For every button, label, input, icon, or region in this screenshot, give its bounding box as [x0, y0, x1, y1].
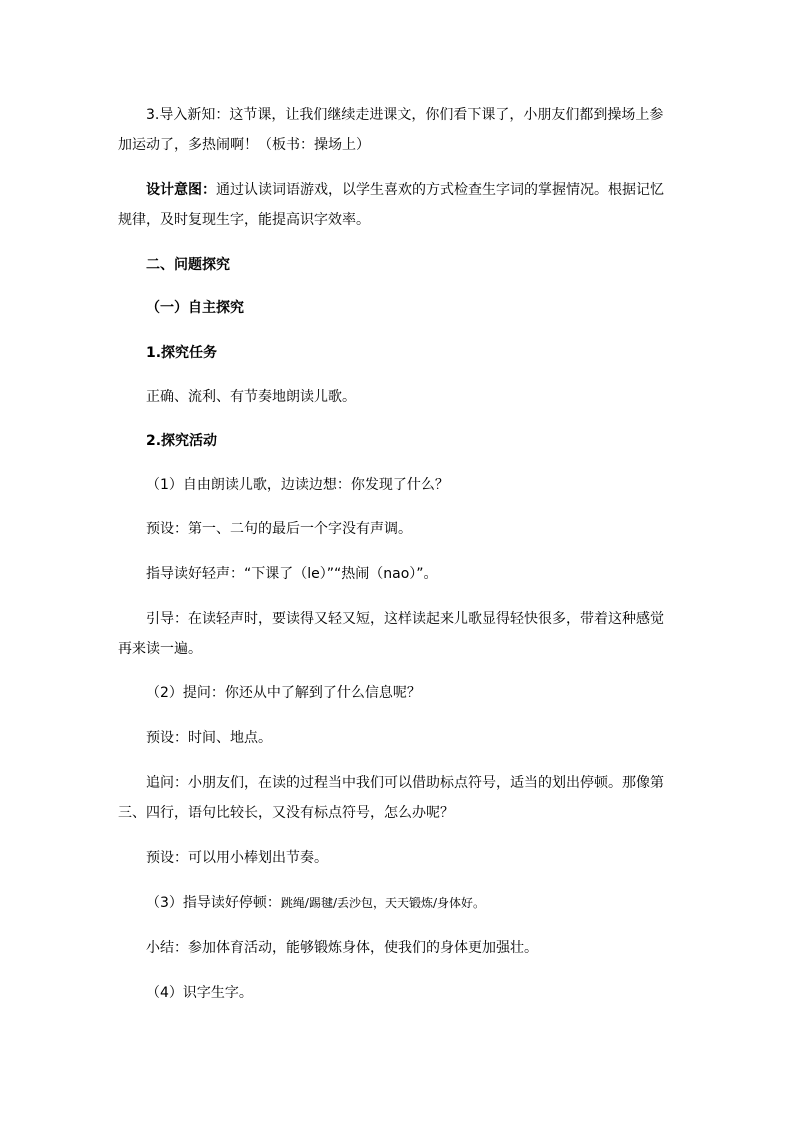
design-intent-label: 设计意图：	[146, 182, 216, 198]
paragraph-step-2: （2）提问：你还从中了解到了什么信息呢？	[146, 685, 421, 701]
paragraph-follow-up: 追问：小朋友们，在读的过程当中我们可以借助标点符号，适当的划出停顿。那像第三、四行，语句比较长，又没有标点符号，怎么办呢？	[118, 775, 664, 821]
paragraph-design-intent	[118, 175, 674, 235]
subsection-heading: （一）自主探究	[146, 300, 244, 316]
paragraph-step-3	[118, 888, 674, 918]
step-3-rhythm-text: 跳绳/踢毽/丢沙包，天天锻炼/身体好。	[280, 896, 486, 910]
paragraph-preset-3: 预设：可以用小棒划出节奏。	[146, 850, 328, 866]
paragraph-intro: 3.导入新知：这节课，让我们继续走进课文，你们看下课了，小朋友们都到操场上参加运动了，多热闹啊！（板书：操场上）	[118, 107, 664, 153]
paragraph-preset-2: 预设：时间、地点。	[146, 730, 272, 746]
activity-heading: 2.探究活动	[146, 433, 218, 449]
paragraph-guide: 引导：在读轻声时，要读得又轻又短，这样读起来儿歌显得轻快很多，带着这种感觉再来读一遍。	[118, 611, 664, 657]
paragraph-summary: 小结：参加体育活动，能够锻炼身体，使我们的身体更加强壮。	[146, 940, 538, 956]
paragraph-step-1: （1）自由朗读儿歌，边读边想：你发现了什么？	[146, 477, 449, 493]
paragraph-step-4: （4）识字生字。	[146, 985, 253, 1001]
step-3-lead: （3）指导读好停顿：	[146, 895, 281, 911]
design-intent-text: 通过认读词语游戏，以学生喜欢的方式检查生字词的掌握情况。根据记忆规律，及时复现生字，能提高识字效率。	[118, 182, 664, 228]
paragraph-light-tone: 指导读好轻声：“下课了（le）”“热闹（nao）”。	[146, 566, 438, 582]
paragraph-task: 正确、流利、有节奏地朗读儿歌。	[146, 389, 356, 405]
paragraph-preset-1: 预设：第一、二句的最后一个字没有声调。	[146, 521, 412, 537]
task-heading: 1.探究任务	[146, 345, 218, 361]
section-heading: 二、问题探究	[146, 257, 230, 273]
